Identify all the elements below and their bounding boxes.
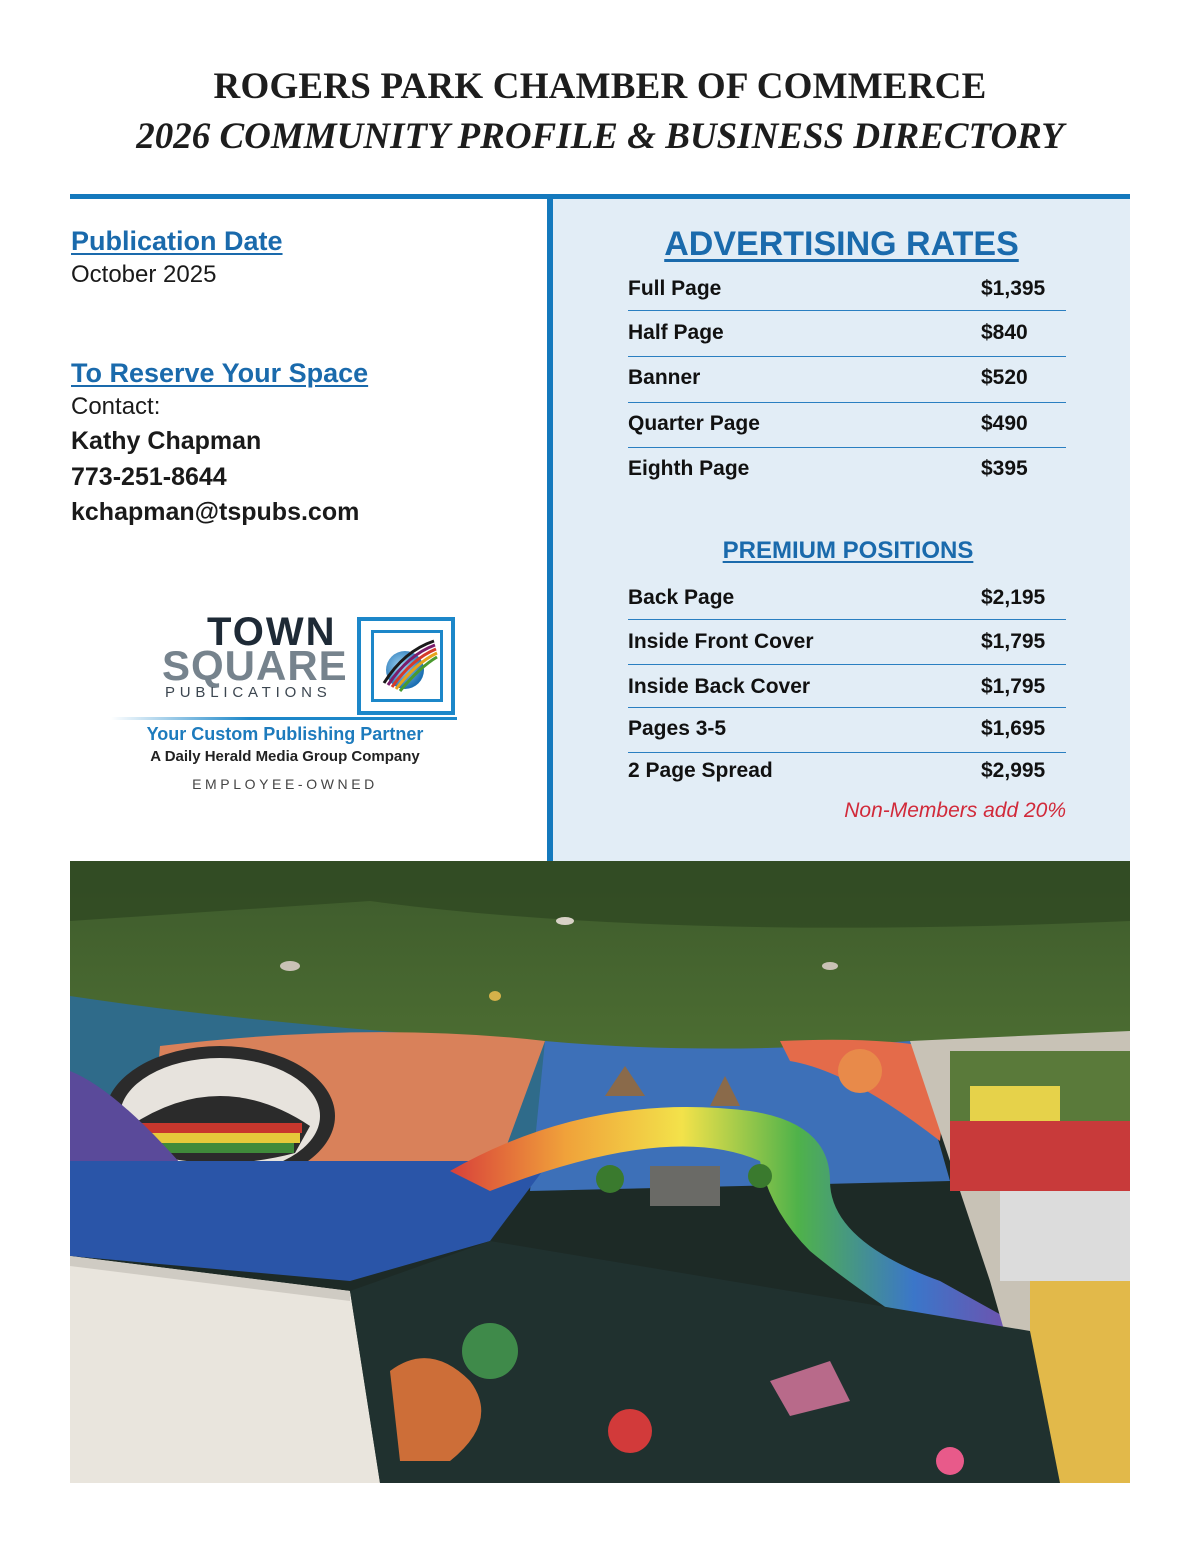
- logo-inner-frame-icon: [371, 630, 443, 702]
- rate-price: $840: [981, 321, 1028, 344]
- publication-date-heading: Publication Date: [71, 226, 283, 256]
- premium-name: 2 Page Spread: [628, 759, 773, 782]
- rate-price: $1,395: [981, 277, 1046, 300]
- logo-company: A Daily Herald Media Group Company: [150, 748, 420, 765]
- premium-name: Inside Back Cover: [628, 675, 811, 698]
- rate-row: [628, 272, 1066, 311]
- rate-row: [628, 311, 1066, 357]
- rate-price: $395: [981, 457, 1028, 480]
- premium-name: Inside Front Cover: [628, 630, 814, 653]
- logo-town-text: TOWN: [207, 610, 337, 654]
- vertical-divider: [547, 199, 553, 861]
- premium-price: $1,695: [981, 717, 1046, 740]
- header-title: ROGERS PARK CHAMBER OF COMMERCE: [213, 66, 987, 107]
- premium-price: $1,795: [981, 675, 1046, 698]
- header-subtitle: 2026 COMMUNITY PROFILE & BUSINESS DIRECTORY: [136, 116, 1064, 157]
- premium-name: Back Page: [628, 586, 735, 609]
- rate-row: [628, 448, 1066, 494]
- premium-name: Pages 3-5: [628, 717, 727, 740]
- advertising-rates-title: ADVERTISING RATES: [664, 225, 1019, 263]
- non-member-note: Non-Members add 20%: [844, 799, 1066, 822]
- rate-name: Quarter Page: [628, 412, 760, 435]
- advertising-rates-table: [628, 272, 1066, 494]
- premium-positions-title: PREMIUM POSITIONS: [722, 537, 974, 564]
- contact-phone[interactable]: 773-251-8644: [71, 462, 227, 491]
- premium-row: [628, 665, 1066, 708]
- info-column: [71, 224, 531, 531]
- contact-name: Kathy Chapman: [71, 427, 262, 455]
- logo-publications-text: PUBLICATIONS: [165, 684, 332, 701]
- premium-price: $2,995: [981, 759, 1046, 782]
- premium-row: [628, 581, 1066, 620]
- premium-row: [628, 708, 1066, 753]
- rate-price: $520: [981, 366, 1028, 389]
- logo-swoosh: [111, 717, 457, 720]
- town-square-logo: [105, 612, 465, 802]
- premium-positions-table: [628, 581, 1066, 793]
- premium-row: [628, 753, 1066, 793]
- rate-name: Half Page: [628, 321, 724, 344]
- publication-date-value: October 2025: [71, 261, 217, 288]
- logo-employee-owned: EMPLOYEE-OWNED: [192, 776, 378, 792]
- rate-row: [628, 403, 1066, 448]
- rate-row: [628, 357, 1066, 403]
- contact-email[interactable]: kchapman@tspubs.com: [71, 498, 360, 526]
- contact-label: Contact:: [71, 393, 161, 420]
- premium-price: $1,795: [981, 630, 1046, 653]
- rate-name: Eighth Page: [628, 457, 750, 480]
- premium-price: $2,195: [981, 586, 1046, 609]
- rate-name: Full Page: [628, 277, 722, 300]
- premium-row: [628, 620, 1066, 665]
- rate-name: Banner: [628, 366, 701, 389]
- logo-globe-icon: [374, 633, 440, 699]
- mural-photo: [70, 861, 1130, 1483]
- logo-square-text: SQUARE: [162, 642, 348, 689]
- reserve-heading: To Reserve Your Space: [71, 358, 369, 388]
- logo-tagline: Your Custom Publishing Partner: [146, 724, 424, 744]
- rate-price: $490: [981, 412, 1028, 435]
- painted-curb-image: [70, 861, 1130, 1483]
- page-header: [0, 62, 1200, 162]
